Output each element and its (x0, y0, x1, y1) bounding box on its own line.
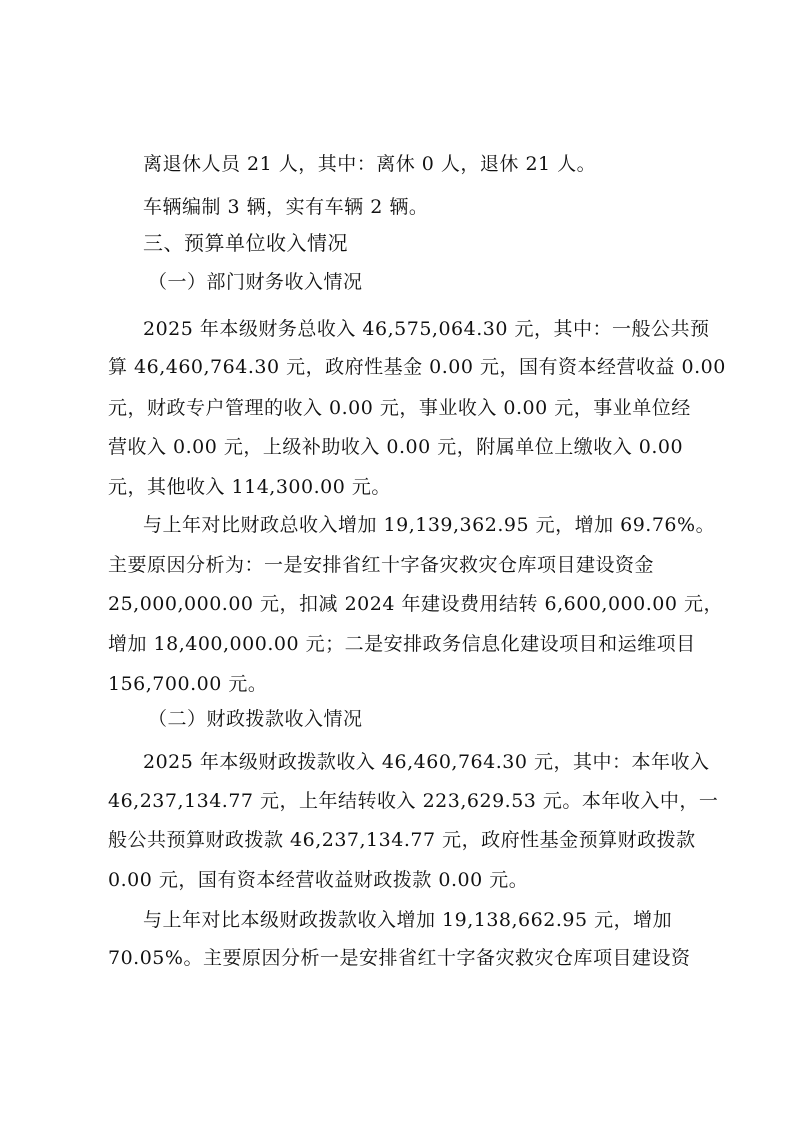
subsection-heading: （一）部门财务收入情况 (148, 271, 363, 293)
paragraph-line: 车辆编制 3 辆，实有车辆 2 辆。 (143, 196, 429, 218)
paragraph-line: 46,237,134.77 元，上年结转收入 223,629.53 元。本年收入中，一 (108, 790, 719, 812)
subsection-heading: （二）财政拨款收入情况 (148, 708, 363, 730)
paragraph-line: 主要原因分析为：一是安排省红十字备灾救灾仓库项目建设资金 (108, 554, 655, 576)
paragraph-line: 离退休人员 21 人，其中：离休 0 人，退休 21 人。 (143, 153, 597, 175)
paragraph-line: 与上年对比财政总收入增加 19,139,362.95 元，增加 69.76%。 (143, 514, 716, 536)
paragraph-line: 算 46,460,764.30 元，政府性基金 0.00 元，国有资本经营收益 0.00 (108, 356, 726, 378)
paragraph-line: 元，财政专户管理的收入 0.00 元，事业收入 0.00 元，事业单位经 (108, 397, 691, 419)
paragraph-line: 营收入 0.00 元，上级补助收入 0.00 元，附属单位上缴收入 0.00 (108, 436, 684, 458)
paragraph-line: 与上年对比本级财政拨款收入增加 19,138,662.95 元，增加 (143, 909, 673, 931)
paragraph-line: 25,000,000.00 元，扣减 2024 年建设费用结转 6,600,000.00 元， (108, 593, 723, 615)
paragraph-line: 0.00 元，国有资本经营收益财政拨款 0.00 元。 (108, 869, 529, 891)
section-heading: 三、预算单位收入情况 (143, 231, 348, 255)
paragraph-line: 增加 18,400,000.00 元；二是安排政务信息化建设项目和运维项目 (108, 633, 696, 655)
paragraph-line: 般公共预算财政拨款 46,237,134.77 元，政府性基金预算财政拨款 (108, 829, 696, 851)
paragraph-line: 2025 年本级财政拨款收入 46,460,764.30 元，其中：本年收入 (143, 751, 710, 773)
paragraph-line: 156,700.00 元。 (108, 673, 268, 695)
paragraph-line: 元，其他收入 114,300.00 元。 (108, 476, 391, 498)
paragraph-line: 70.05%。主要原因分析一是安排省红十字备灾救灾仓库项目建设资 (108, 947, 691, 969)
paragraph-line: 2025 年本级财务总收入 46,575,064.30 元，其中：一般公共预 (143, 318, 710, 340)
